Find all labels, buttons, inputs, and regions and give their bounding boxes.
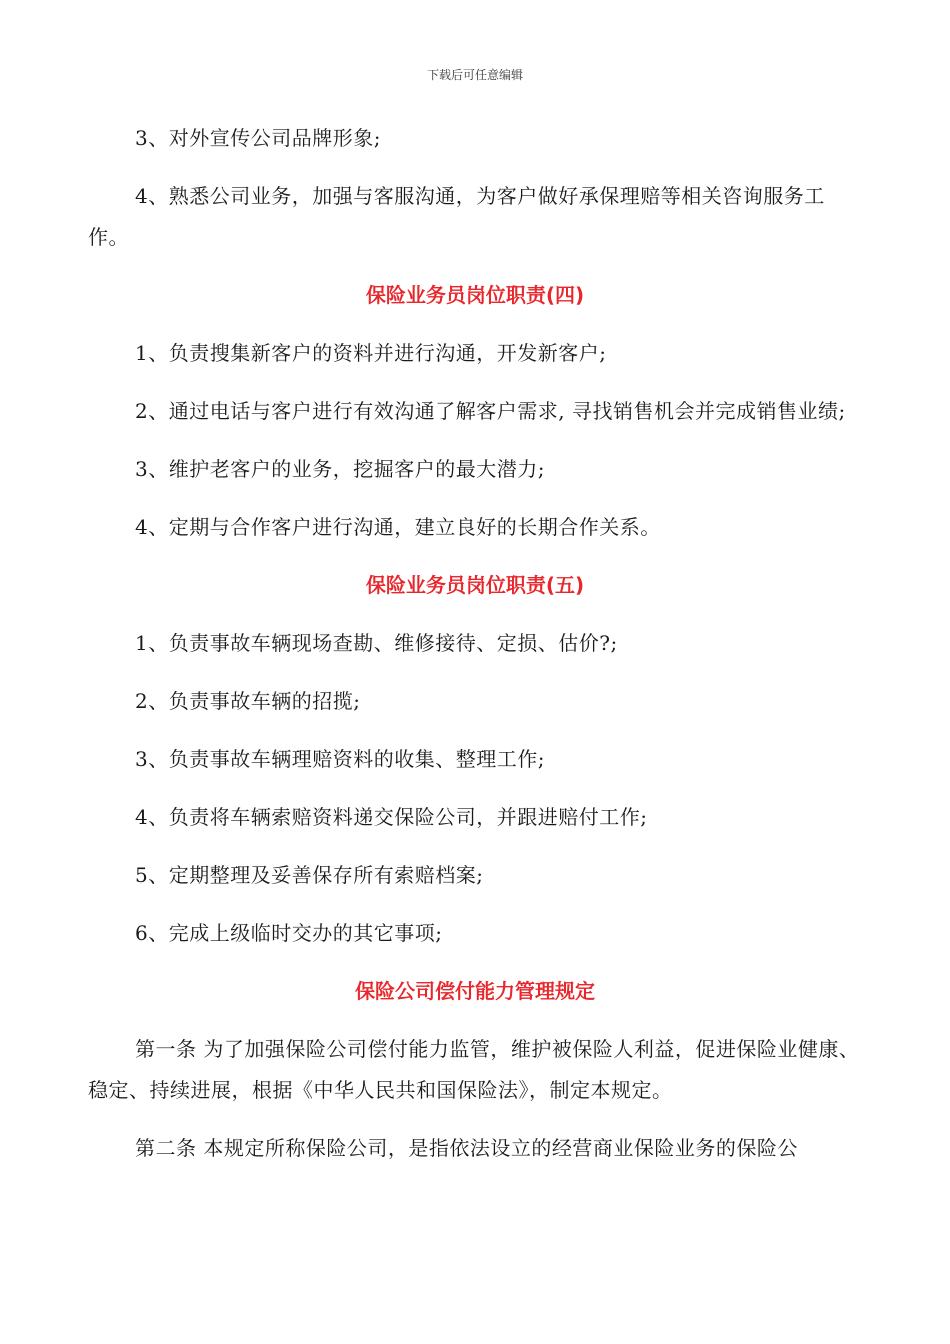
section-heading: 保险公司偿付能力管理规定: [355, 979, 595, 1003]
paragraph: 5、定期整理及妥善保存所有索赔档案;: [135, 863, 484, 887]
paragraph: 4、负责将车辆索赔资料递交保险公司，并跟进赔付工作;: [135, 805, 648, 829]
paragraph: 1、负责事故车辆现场查勘、维修接待、定损、估价?;: [135, 631, 618, 655]
paragraph: 第一条 为了加强保险公司偿付能力监管，维护被保险人利益，促进保险业健康、稳定、持续进展，根据《中华人民共和国保险法》，制定本规定。: [88, 1037, 860, 1102]
paragraph: 3、负责事故车辆理赔资料的收集、整理工作;: [135, 747, 545, 771]
paragraph: 2、通过电话与客户进行有效沟通了解客户需求, 寻找销售机会并完成销售业绩;: [135, 399, 846, 423]
document-body: [88, 118, 862, 1186]
paragraph: 6、完成上级临时交办的其它事项;: [135, 921, 443, 945]
section-heading: 保险业务员岗位职责(四): [365, 283, 585, 307]
paragraph: 3、维护老客户的业务，挖掘客户的最大潜力;: [135, 457, 545, 481]
paragraph: 3、对外宣传公司品牌形象;: [135, 126, 381, 150]
page-header: 下载后可任意编辑: [426, 68, 523, 82]
paragraph: 4、定期与合作客户进行沟通，建立良好的长期合作关系。: [135, 515, 661, 539]
paragraph: 第二条 本规定所称保险公司，是指依法设立的经营商业保险业务的保险公: [135, 1136, 798, 1160]
paragraph: 4、熟悉公司业务，加强与客服沟通，为客户做好承保理赔等相关咨询服务工作。: [88, 184, 825, 249]
paragraph: 1、负责搜集新客户的资料并进行沟通，开发新客户;: [135, 341, 607, 365]
section-heading: 保险业务员岗位职责(五): [365, 573, 585, 597]
paragraph: 2、负责事故车辆的招揽;: [135, 689, 361, 713]
